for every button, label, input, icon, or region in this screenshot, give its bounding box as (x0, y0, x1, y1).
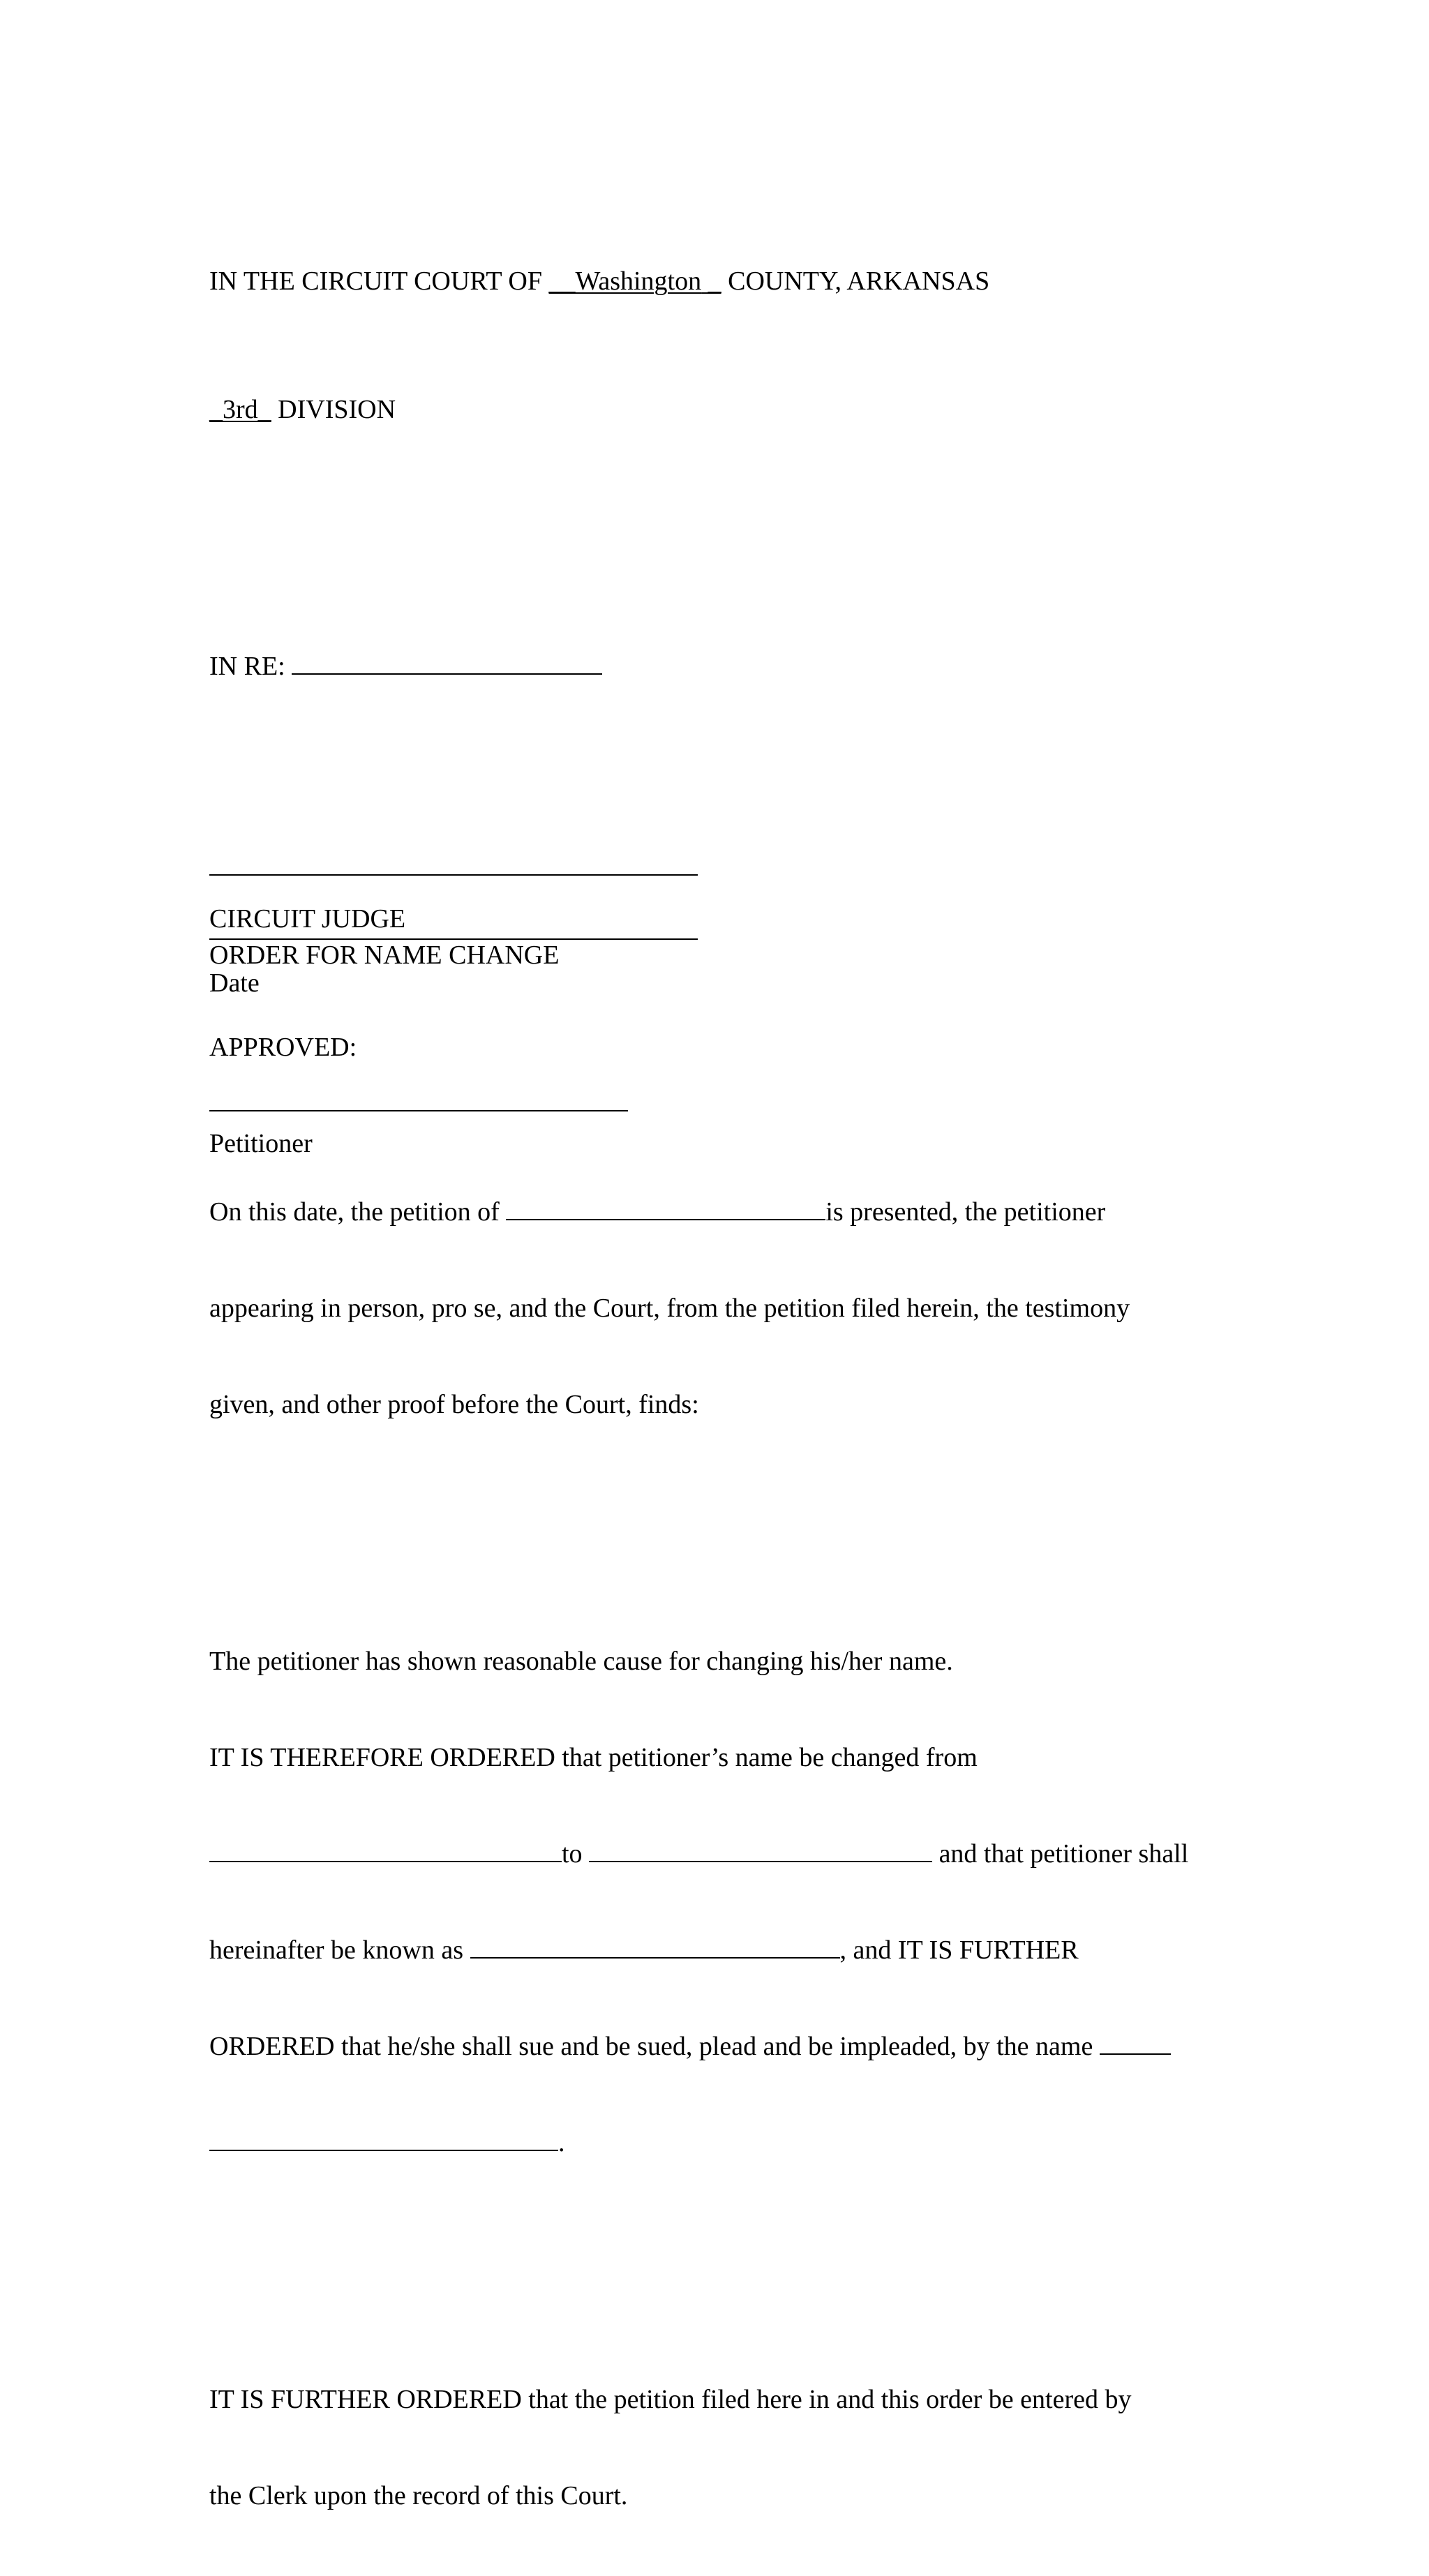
approved-label: APPROVED: (209, 1033, 357, 1062)
spacer (209, 522, 1221, 554)
para2-to-text: to (562, 1839, 590, 1869)
petitioner-label: Petitioner (209, 1129, 313, 1158)
spacer (209, 779, 1221, 843)
para2-line3-tail: and that petitioner shall (932, 1839, 1189, 1869)
para2-line1: The petitioner has shown reasonable cause for changing his/her name. (209, 1647, 953, 1676)
division-pad-right: _ (257, 395, 271, 424)
date-signature-line[interactable] (209, 938, 698, 940)
para2-further-text: , and IT IS FURTHER (839, 1935, 1079, 1965)
county-field-pad-right: _ (701, 267, 721, 296)
circuit-judge-label: CIRCUIT JUDGE (209, 904, 406, 934)
in-re-blank[interactable] (292, 652, 602, 675)
petitioner-signature-line[interactable] (209, 1110, 628, 1111)
known-as-blank[interactable] (470, 1936, 840, 1959)
in-re-line (209, 650, 1221, 682)
para2-line2: IT IS THEREFORE ORDERED that petitioner’s name be changed from (209, 1743, 978, 1772)
spacer (209, 1517, 1221, 1549)
court-caption-prefix: IN THE CIRCUIT COURT OF (209, 267, 549, 296)
para1-line2: appearing in person, pro se, and the Court, from the petition filed herein, the testimony (209, 1294, 1130, 1323)
division-label: DIVISION (271, 395, 396, 424)
order-title: ORDER FOR NAME CHANGE (209, 941, 560, 970)
para2-sue-text: ORDERED that he/she shall sue and be sued, plead and be impleaded, by the name (209, 2032, 1100, 2061)
para1-text-b: is presented, the petitioner (825, 1197, 1106, 1227)
para1-line3: given, and other proof before the Court, finds: (209, 1390, 699, 1419)
para2-line5 (209, 2030, 1221, 2062)
division-pad-left: _ (209, 395, 223, 424)
spacer (209, 1068, 1221, 1100)
para2-known-as-text: hereinafter be known as (209, 1935, 470, 1965)
para2-line3 (209, 1838, 1221, 1870)
para1-line1 (209, 1196, 1221, 1228)
old-name-blank[interactable] (209, 1840, 562, 1862)
petitioner-name-blank[interactable] (506, 1198, 825, 1220)
division-line (209, 394, 1221, 426)
county-field-pad-left: __ (548, 267, 576, 296)
judge-signature-line[interactable] (209, 874, 698, 876)
para2-period: . (558, 2128, 565, 2157)
court-caption-line (209, 265, 1221, 297)
county-name: Washington (575, 267, 702, 296)
division-value: 3rd (223, 395, 258, 424)
para3-line1: IT IS FURTHER ORDERED that the petition filed here in and this order be entered by (209, 2385, 1132, 2414)
in-re-label: IN RE: (209, 652, 292, 681)
para2-line4 (209, 1934, 1221, 1966)
date-label: Date (209, 968, 260, 998)
spacer (209, 2255, 1221, 2287)
para3-line2: the Clerk upon the record of this Court. (209, 2481, 628, 2510)
para2-line6 (209, 2127, 1221, 2159)
division-field (209, 395, 271, 424)
new-name-blank[interactable] (589, 1840, 932, 1862)
order-body (209, 169, 1221, 2576)
county-field (549, 267, 721, 296)
para1-text-a: On this date, the petition of (209, 1197, 507, 1227)
court-caption-suffix: COUNTY, ARKANSAS (721, 267, 990, 296)
sue-name-blank-end[interactable] (209, 2129, 558, 2151)
sue-name-blank-start[interactable] (1100, 2032, 1171, 2055)
